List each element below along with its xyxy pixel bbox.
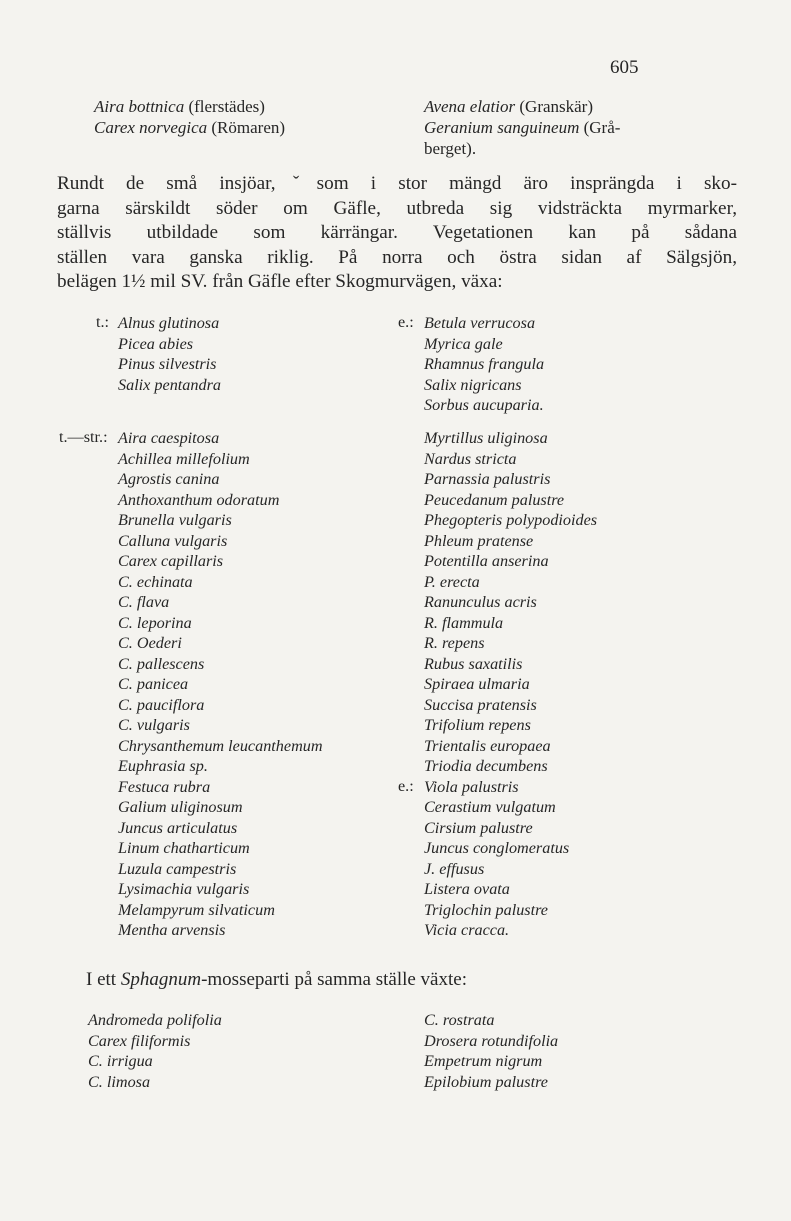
species-name: Sorbus aucuparia. bbox=[424, 396, 544, 414]
intro-paragraph bbox=[57, 172, 737, 295]
species-entry bbox=[424, 117, 620, 138]
species-name: Cerastium vulgatum bbox=[424, 798, 556, 816]
species-name: C. panicea bbox=[118, 675, 189, 693]
species-name: Aira caespitosa bbox=[118, 429, 220, 447]
species-entry bbox=[94, 96, 285, 117]
species-name: Epilobium palustre bbox=[424, 1072, 548, 1091]
species-name: C. leporina bbox=[118, 613, 192, 632]
species-name: C. echinata bbox=[118, 572, 193, 591]
species-name: C. vulgaris bbox=[118, 716, 190, 734]
species-name: C. Oederi bbox=[118, 634, 182, 652]
species-name: Nardus stricta bbox=[424, 449, 517, 468]
species-name: Linum chatharticum bbox=[118, 839, 250, 857]
species-name: Festuca rubra bbox=[118, 777, 211, 796]
species-name: R. flammula bbox=[424, 613, 504, 632]
species-note: (Römaren) bbox=[207, 118, 286, 137]
species-note: (Granskär) bbox=[515, 97, 594, 116]
species-name: Drosera rotundifolia bbox=[424, 1031, 559, 1050]
group3-right-list bbox=[424, 1010, 558, 1092]
species-name: C. pauciflora bbox=[118, 695, 205, 714]
species-name: Euphrasia sp. bbox=[118, 757, 208, 775]
species-name: Parnassia palustris bbox=[424, 470, 551, 488]
group1-left-list bbox=[118, 313, 221, 395]
species-name: Calluna vulgaris bbox=[118, 531, 228, 550]
species-note: berget). bbox=[424, 139, 477, 158]
species-name: Carex norvegica bbox=[94, 118, 208, 137]
paragraph-line: ställen vara ganska riklig. På norra och östra sidan af Sälgsjön, bbox=[57, 246, 737, 268]
species-name: Phleum pratense bbox=[424, 531, 534, 550]
species-name: Salix nigricans bbox=[424, 375, 522, 394]
species-name: Potentilla anserina bbox=[424, 552, 549, 570]
species-name: Betula verrucosa bbox=[424, 314, 536, 332]
species-name: Rubus saxatilis bbox=[424, 654, 523, 673]
species-name: Agrostis canina bbox=[118, 470, 220, 488]
species-name: C. rostrata bbox=[424, 1011, 495, 1029]
paragraph-line: belägen 1½ mil SV. från Gäfle efter Skogmurvägen, växa: bbox=[57, 271, 503, 293]
species-entry bbox=[424, 96, 620, 117]
species-name: Carex filiformis bbox=[88, 1031, 191, 1050]
species-name: Avena elatior bbox=[424, 97, 516, 116]
species-name: Viola palustris bbox=[424, 777, 519, 796]
species-name: Cirsium palustre bbox=[424, 818, 533, 837]
species-note: (Grå- bbox=[579, 118, 621, 137]
species-name: Juncus conglomeratus bbox=[424, 839, 570, 857]
species-name: Carex capillaris bbox=[118, 552, 224, 570]
top-right-list bbox=[424, 96, 620, 159]
species-name: Salix pentandra bbox=[118, 375, 221, 394]
species-name: Vicia cracca. bbox=[424, 921, 510, 939]
paragraph-line: ställvis utbildade som kärrängar. Vegetationen kan på sådana bbox=[57, 222, 737, 244]
group2-right-list bbox=[424, 428, 597, 941]
species-name: Luzula campestris bbox=[118, 859, 237, 878]
species-name: Triglochin palustre bbox=[424, 900, 548, 919]
species-entry bbox=[424, 138, 620, 159]
group1-right-list bbox=[424, 313, 544, 416]
sphagnum-heading: I ett Sphagnum-mosseparti på samma ställe växte: bbox=[86, 969, 467, 990]
species-name: Brunella vulgaris bbox=[118, 511, 232, 529]
top-left-list bbox=[94, 96, 285, 138]
species-name: C. limosa bbox=[88, 1072, 151, 1091]
species-name: Trifolium repens bbox=[424, 716, 531, 734]
page-number: 605 bbox=[610, 57, 639, 78]
species-name: Ranunculus acris bbox=[424, 593, 537, 611]
species-name: Achillea millefolium bbox=[118, 449, 250, 468]
group3-left-list bbox=[88, 1010, 222, 1092]
species-name: Spiraea ulmaria bbox=[424, 675, 530, 693]
species-name: Trientalis europaea bbox=[424, 736, 551, 755]
species-name: Peucedanum palustre bbox=[424, 490, 565, 509]
species-name: Myrica gale bbox=[424, 334, 503, 353]
label-e1: e.: bbox=[398, 313, 414, 331]
paragraph-line: Rundt de små insjöar,ˇsom i stor mängd äro insprängda i sko- bbox=[57, 173, 737, 194]
species-name: Succisa pratensis bbox=[424, 695, 537, 714]
species-name: Empetrum nigrum bbox=[424, 1052, 543, 1070]
species-entry bbox=[94, 117, 285, 138]
species-name: R. repens bbox=[424, 634, 485, 652]
species-name: Triodia decumbens bbox=[424, 757, 548, 775]
paragraph-line: garna särskildt söder om Gäfle, utbreda sig vidsträckta myrmarker, bbox=[57, 197, 737, 219]
species-name: Pinus silvestris bbox=[118, 355, 217, 373]
species-name: Juncus articulatus bbox=[118, 818, 238, 837]
label-t-str: t.—str.: bbox=[59, 428, 108, 446]
species-name: Andromeda polifolia bbox=[88, 1011, 222, 1029]
species-name: Rhamnus frangula bbox=[424, 355, 545, 373]
species-name: Lysimachia vulgaris bbox=[118, 880, 250, 898]
species-name: P. erecta bbox=[424, 572, 480, 591]
species-name: Phegopteris polypodioides bbox=[424, 511, 598, 529]
species-name: Aira bottnica bbox=[94, 97, 185, 116]
species-note: (flerstädes) bbox=[184, 97, 265, 116]
group2-left-list bbox=[118, 428, 323, 941]
species-name: Anthoxanthum odoratum bbox=[118, 490, 280, 509]
species-name: Picea abies bbox=[118, 334, 194, 353]
species-name: Alnus glutinosa bbox=[118, 314, 220, 332]
label-e2: e.: bbox=[398, 777, 414, 795]
species-name: C. irrigua bbox=[88, 1052, 153, 1070]
species-name: Listera ovata bbox=[424, 880, 510, 898]
species-name: Mentha arvensis bbox=[118, 921, 226, 939]
species-name: Myrtillus uliginosa bbox=[424, 429, 548, 447]
species-name: Geranium sanguineum bbox=[424, 118, 580, 137]
label-t: t.: bbox=[96, 313, 110, 331]
species-name: Chrysanthemum leucanthemum bbox=[118, 736, 323, 755]
species-name: C. flava bbox=[118, 593, 170, 611]
species-name: J. effusus bbox=[424, 859, 485, 878]
species-name: C. pallescens bbox=[118, 654, 205, 673]
species-name: Melampyrum silvaticum bbox=[118, 900, 275, 919]
species-name: Galium uliginosum bbox=[118, 798, 243, 816]
